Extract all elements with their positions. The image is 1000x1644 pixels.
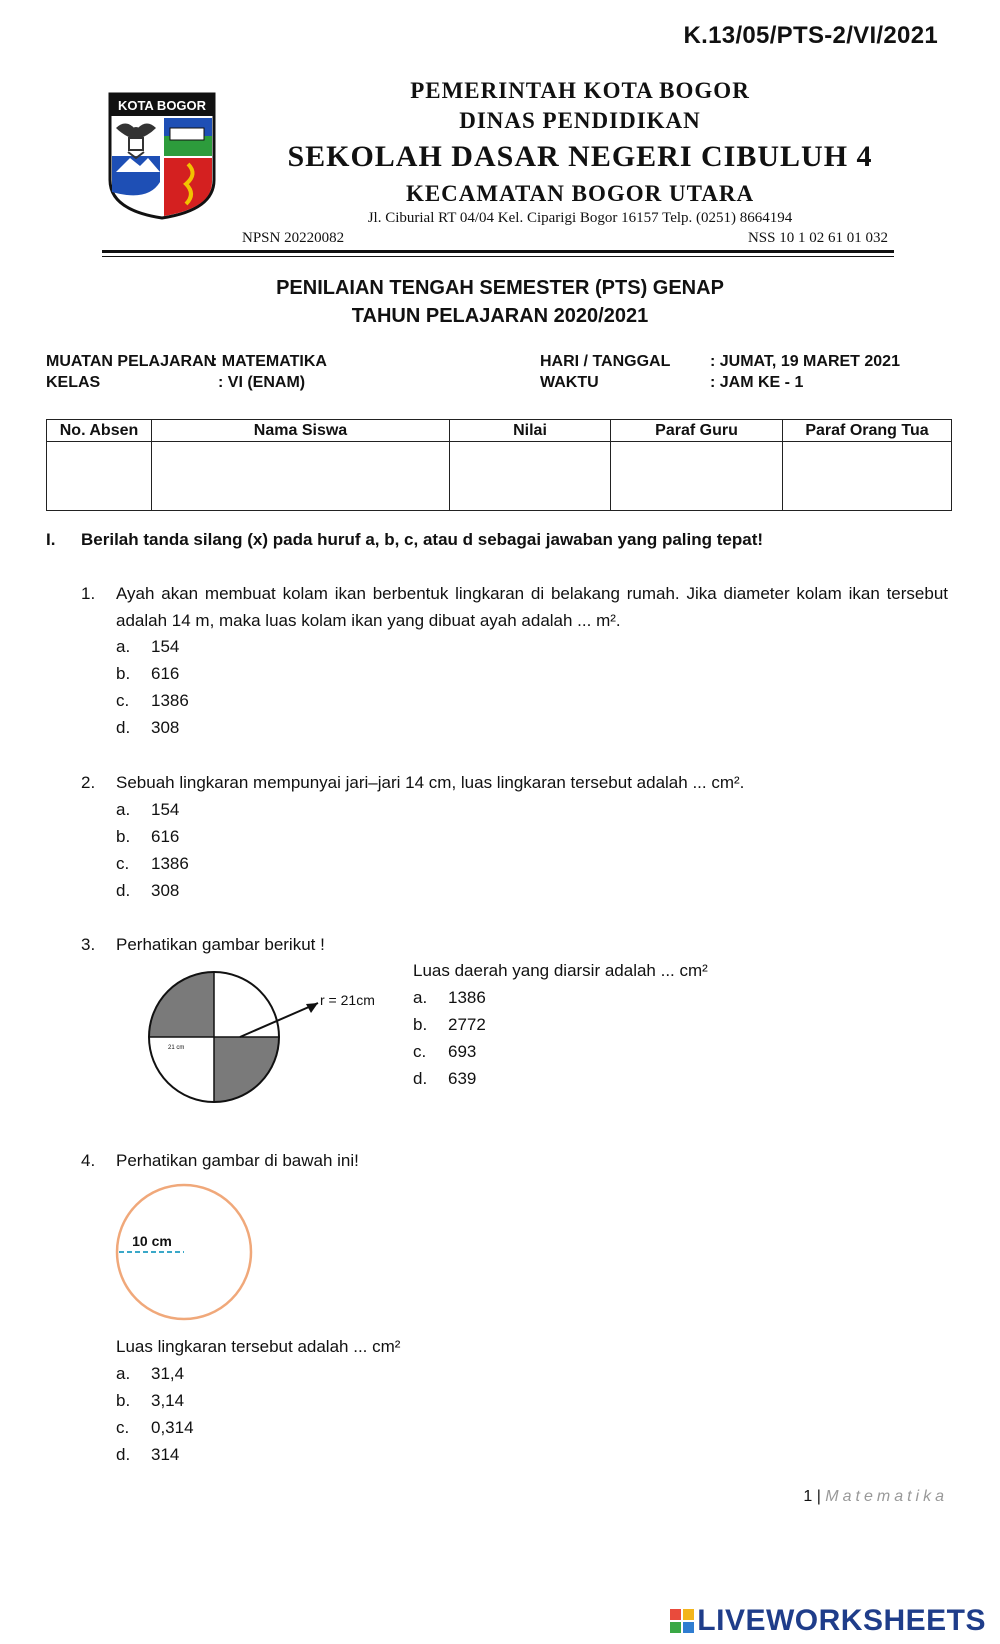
question-2-option-d[interactable]: d. 308 (116, 881, 180, 900)
question-3-option-d[interactable]: d. 639 (413, 1069, 477, 1088)
question-4-number: 4. (81, 1151, 96, 1170)
section-instruction: Berilah tanda silang (x) pada huruf a, b, c, atau d sebagai jawaban yang paling tepat! (81, 530, 764, 549)
kota-bogor-logo (108, 92, 216, 220)
day-value: : JUMAT, 19 MARET 2021 (710, 353, 900, 370)
question-4-figure (112, 1182, 262, 1322)
question-2-text: Sebuah lingkaran mempunyai jari–jari 14 cm, luas lingkaran tersebut adalah ... cm². (116, 773, 745, 792)
question-4-option-c[interactable]: c. 0,314 (116, 1418, 194, 1437)
letterhead-district: KECAMATAN BOGOR UTARA (405, 181, 755, 206)
question-2-option-c[interactable]: c. 1386 (116, 854, 189, 873)
class-value: : VI (ENAM) (218, 374, 306, 391)
header-paraf-orang-tua: Paraf Orang Tua (783, 420, 952, 442)
school-name: SEKOLAH DASAR NEGERI CIBULUH 4 (287, 140, 873, 173)
question-4-subtext: Luas lingkaran tersebut adalah ... cm² (116, 1337, 401, 1356)
npsn: NPSN 20220082 (242, 230, 345, 246)
question-2-option-a[interactable]: a. 154 (116, 800, 180, 819)
footer-subject: Matematika (825, 1488, 948, 1505)
school-address: Jl. Ciburial RT 04/04 Kel. Ciparigi Bogor 16157 Telp. (0251) 8664194 (367, 210, 793, 226)
question-1-number: 1. (81, 584, 96, 603)
question-3-number: 3. (81, 935, 96, 954)
student-info-table (46, 419, 952, 511)
cell-nama-siswa[interactable] (152, 442, 450, 511)
question-3-figure (140, 970, 380, 1105)
small-radius-label: 21 cm (168, 1045, 185, 1051)
brand-name: LIVEWORKSHEETS (697, 1604, 986, 1637)
day-label: HARI / TANGGAL (540, 353, 671, 370)
letterhead-line-1: PEMERINTAH KOTA BOGOR (410, 78, 750, 103)
question-3-text: Perhatikan gambar berikut ! (116, 935, 325, 954)
question-3-option-c[interactable]: c. 693 (413, 1042, 477, 1061)
exam-year: TAHUN PELAJARAN 2020/2021 (351, 305, 649, 327)
liveworksheets-brand (670, 1604, 986, 1638)
question-3-subtext: Luas daerah yang diarsir adalah ... cm² (413, 961, 708, 980)
cell-paraf-guru[interactable] (611, 442, 783, 511)
time-label: WAKTU (540, 374, 599, 391)
nss: NSS 10 1 02 61 01 032 (747, 230, 888, 246)
question-1-text: Ayah akan membuat kolam ikan berbentuk lingkaran di belakang rumah. Jika diameter kolam ikan tersebut adalah 14 m, maka luas kolam ikan yang dibuat ayah adalah ... m². (116, 584, 948, 630)
question-1-option-d[interactable]: d. 308 (116, 718, 180, 737)
cell-paraf-orang-tua[interactable] (783, 442, 952, 511)
exam-title: PENILAIAN TENGAH SEMESTER (PTS) GENAP (276, 277, 724, 299)
liveworksheets-logo-icon (670, 1609, 694, 1633)
radius-label: r = 21cm (320, 992, 375, 1008)
cell-nilai[interactable] (450, 442, 611, 511)
question-2-number: 2. (81, 773, 96, 792)
circle-radius-label: 10 cm (132, 1233, 172, 1249)
question-4-text: Perhatikan gambar di bawah ini! (116, 1151, 359, 1170)
page-number: 1 (803, 1488, 813, 1505)
question-1-option-a[interactable]: a. 154 (116, 637, 180, 656)
question-1-option-b[interactable]: b. 616 (116, 664, 180, 683)
question-3-option-b[interactable]: b. 2772 (413, 1015, 486, 1034)
class-label: KELAS (46, 374, 101, 391)
header-paraf-guru: Paraf Guru (611, 420, 783, 442)
question-4-option-a[interactable]: a. 31,4 (116, 1364, 185, 1383)
subject-label: MUATAN PELAJARAN (46, 353, 216, 370)
header-nilai: Nilai (450, 420, 611, 442)
letterhead-line-2: DINAS PENDIDIKAN (459, 108, 701, 133)
letterhead-rule-thin (102, 256, 894, 257)
footer-separator: | (816, 1488, 821, 1505)
question-4-option-d[interactable]: d. 314 (116, 1445, 180, 1464)
cell-no-absen[interactable] (47, 442, 152, 511)
document-code: K.13/05/PTS-2/VI/2021 (683, 22, 938, 49)
logo-caption: KOTA BOGOR (117, 98, 207, 113)
question-1-option-c[interactable]: c. 1386 (116, 691, 189, 710)
section-number: I. (46, 530, 56, 549)
letterhead-rule-thick (102, 250, 894, 253)
question-2-option-b[interactable]: b. 616 (116, 827, 180, 846)
header-no-absen: No. Absen (47, 420, 152, 442)
question-4-option-b[interactable]: b. 3,14 (116, 1391, 185, 1410)
question-3-option-a[interactable]: a. 1386 (413, 988, 486, 1007)
time-value: : JAM KE - 1 (710, 374, 804, 391)
page-footer (803, 1488, 948, 1506)
subject-value: : MATEMATIKA (212, 353, 327, 370)
header-nama-siswa: Nama Siswa (152, 420, 450, 442)
